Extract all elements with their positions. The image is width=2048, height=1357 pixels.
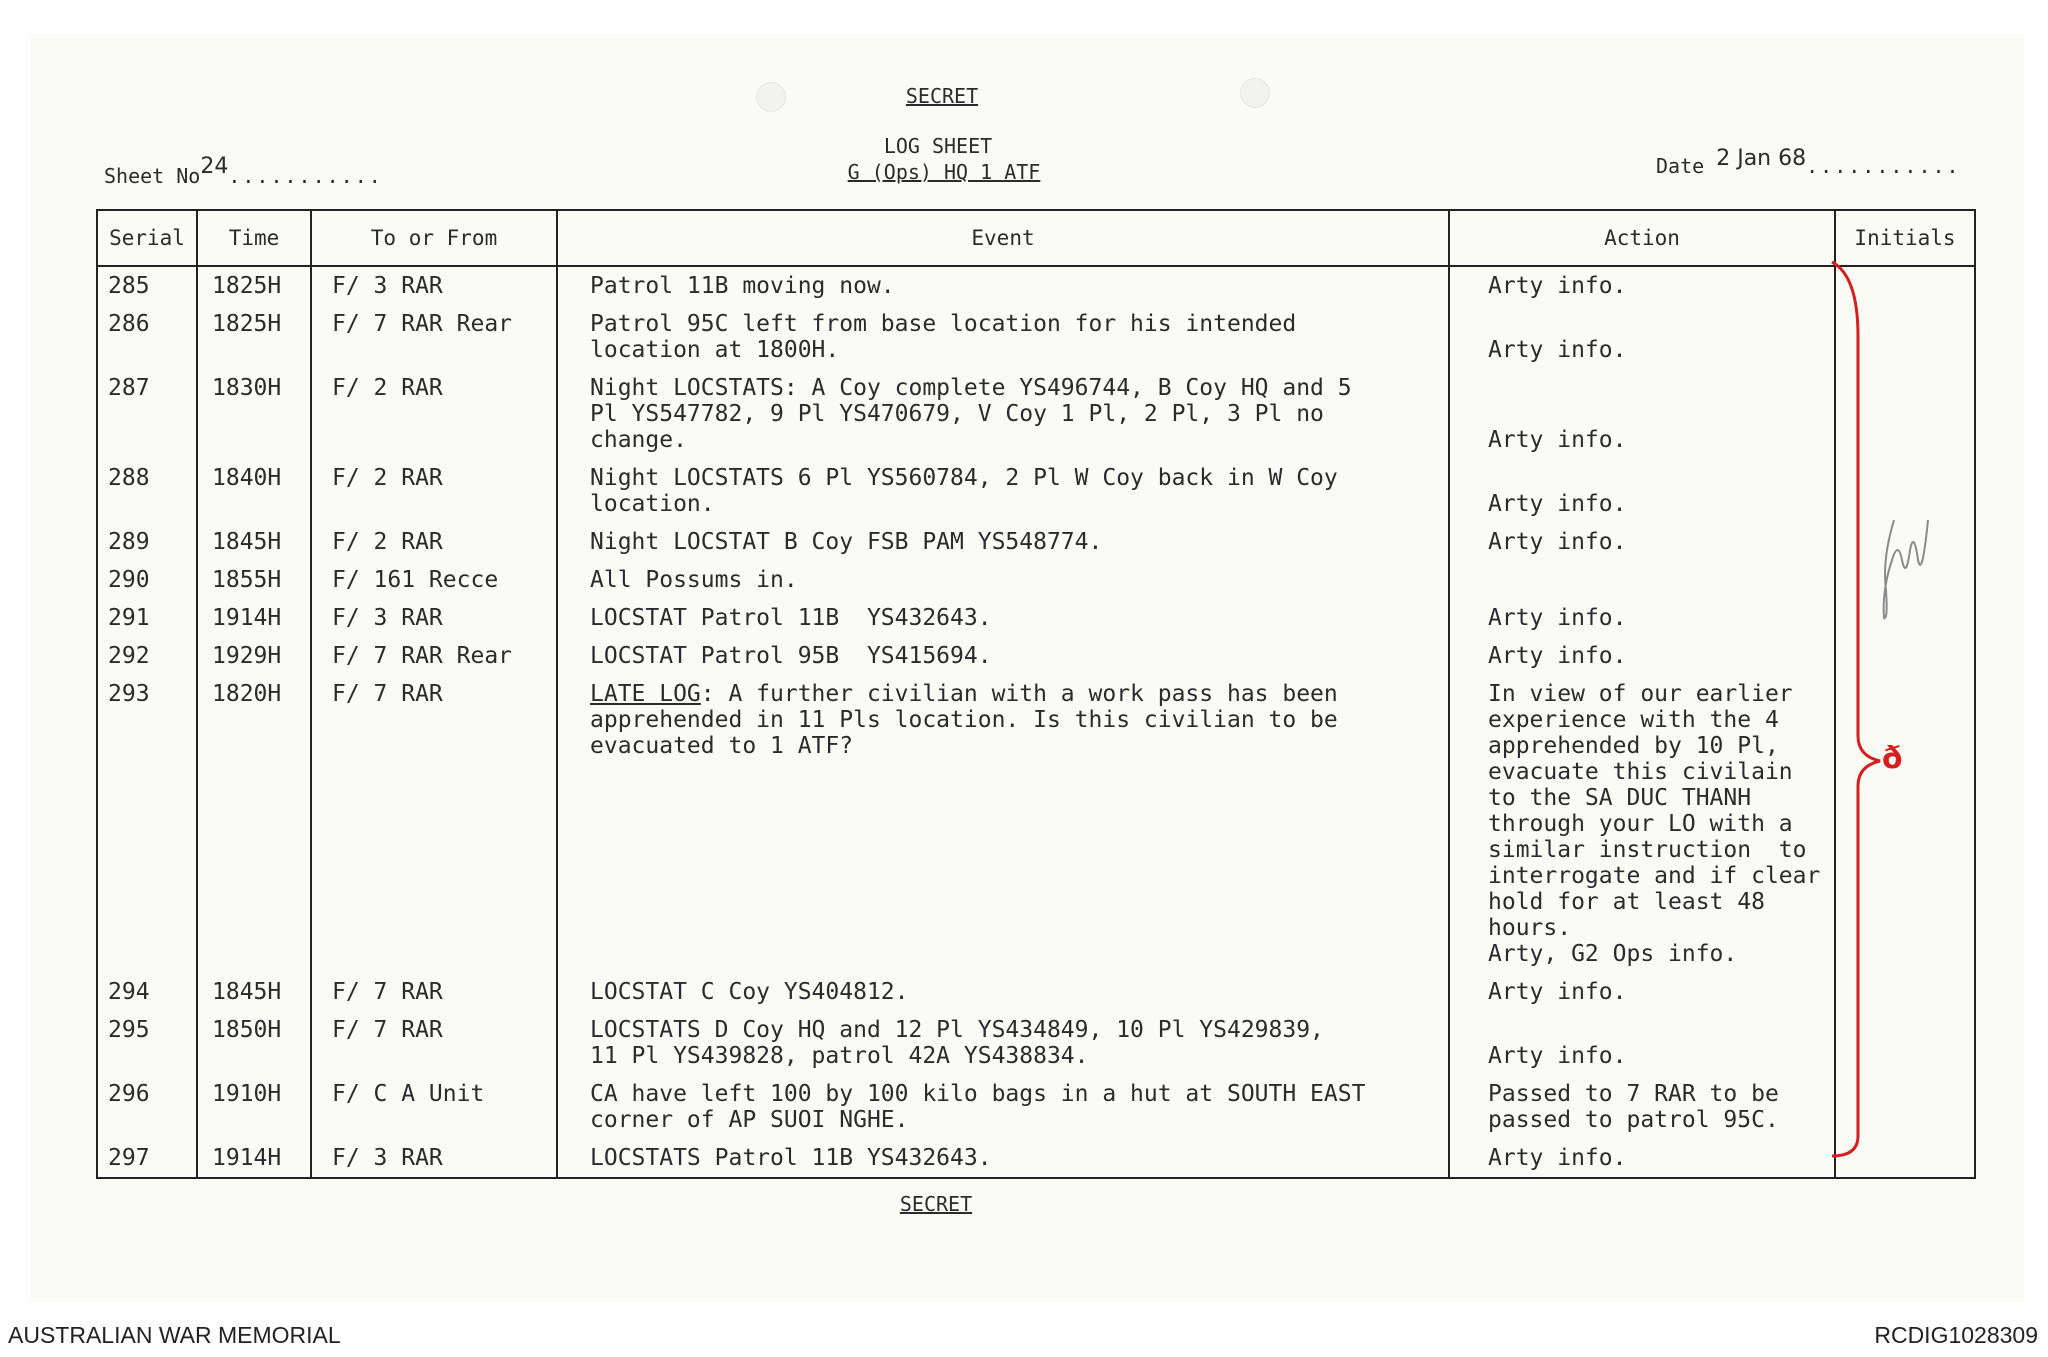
table-row — [97, 523, 1975, 561]
log-table — [96, 209, 1976, 1179]
serial-cell: 286 — [97, 305, 197, 369]
date-value: 2 Jan 68 — [1716, 146, 1807, 171]
column-header-action: Action — [1449, 210, 1835, 266]
to-from-cell: F/ 2 RAR — [311, 369, 557, 459]
red-brace-stroke — [1832, 262, 1880, 1156]
time-cell: 1830H — [197, 369, 311, 459]
red-initial-mark: ð — [1882, 741, 1903, 776]
action-cell: Passed to 7 RAR to be passed to patrol 95C. — [1449, 1075, 1835, 1139]
classification-bottom: SECRET — [899, 1192, 973, 1216]
serial-cell: 292 — [97, 637, 197, 675]
time-cell: 1910H — [197, 1075, 311, 1139]
column-header-time: Time — [197, 210, 311, 266]
event-cell — [557, 675, 1449, 973]
table-row — [97, 369, 1975, 459]
archive-label: AUSTRALIAN WAR MEMORIAL — [8, 1322, 341, 1348]
to-from-cell: F/ 7 RAR — [311, 675, 557, 973]
serial-cell: 289 — [97, 523, 197, 561]
to-from-cell: F/ 7 RAR — [311, 973, 557, 1011]
time-cell: 1855H — [197, 561, 311, 599]
event-text: : A further civilian with a work pass has been apprehended in 11 Pls location. Is this civilian to be evacuated to 1 ATF? — [590, 681, 1338, 759]
to-from-cell: F/ 2 RAR — [311, 523, 557, 561]
punch-hole-left — [756, 82, 786, 112]
table-row — [97, 675, 1975, 973]
date-dots: ........... — [1806, 154, 1961, 178]
serial-cell: 287 — [97, 369, 197, 459]
column-header-to-from: To or From — [311, 210, 557, 266]
sheet-number-value: 24 — [200, 154, 229, 179]
event-cell: Patrol 11B moving now. — [557, 266, 1449, 305]
serial-cell: 291 — [97, 599, 197, 637]
action-cell — [1449, 561, 1835, 599]
punch-hole-right — [1240, 78, 1270, 108]
action-cell: Arty info. — [1449, 305, 1835, 369]
time-cell: 1914H — [197, 1139, 311, 1178]
serial-cell: 285 — [97, 266, 197, 305]
time-cell: 1845H — [197, 973, 311, 1011]
to-from-cell: F/ 3 RAR — [311, 1139, 557, 1178]
to-from-cell: F/ 7 RAR Rear — [311, 305, 557, 369]
event-cell: LOCSTAT Patrol 95B YS415694. — [557, 637, 1449, 675]
event-cell: Night LOCSTATS 6 Pl YS560784, 2 Pl W Coy back in W Coy location. — [557, 459, 1449, 523]
time-cell: 1825H — [197, 266, 311, 305]
action-cell: Arty info. — [1449, 637, 1835, 675]
time-cell: 1820H — [197, 675, 311, 973]
action-cell: Arty info. — [1449, 369, 1835, 459]
table-header-row — [97, 210, 1975, 266]
pencil-initials-stroke — [1884, 520, 1928, 618]
table-row — [97, 459, 1975, 523]
table-row — [97, 973, 1975, 1011]
time-cell: 1914H — [197, 599, 311, 637]
classification-top: SECRET — [905, 84, 979, 108]
event-cell: LOCSTAT C Coy YS404812. — [557, 973, 1449, 1011]
table-row — [97, 1011, 1975, 1075]
to-from-cell: F/ 161 Recce — [311, 561, 557, 599]
action-cell: In view of our earlier experience with the 4 apprehended by 10 Pl, evacuate this civilain to the SA DUC THANH through your LO with a similar instruction to interrogate and if clear hold for at least 48 hours. Arty, G2 Ops info. — [1449, 675, 1835, 973]
sheet-number-dots: ........... — [228, 164, 383, 188]
serial-cell: 297 — [97, 1139, 197, 1178]
column-header-initials: Initials — [1835, 210, 1975, 266]
action-cell: Arty info. — [1449, 459, 1835, 523]
sheet-number-label: Sheet No — [104, 164, 201, 188]
action-cell: Arty info. — [1449, 266, 1835, 305]
to-from-cell: F/ 3 RAR — [311, 266, 557, 305]
serial-cell: 294 — [97, 973, 197, 1011]
serial-cell: 288 — [97, 459, 197, 523]
log-sheet-title: LOG SHEET — [883, 134, 993, 158]
table-row — [97, 305, 1975, 369]
table-row — [97, 599, 1975, 637]
to-from-cell: F/ 2 RAR — [311, 459, 557, 523]
pencil-initials — [1872, 500, 1942, 630]
event-cell: LOCSTATS Patrol 11B YS432643. — [557, 1139, 1449, 1178]
action-cell: Arty info. — [1449, 523, 1835, 561]
date-label: Date — [1656, 154, 1705, 178]
action-cell: Arty info. — [1449, 1011, 1835, 1075]
serial-cell: 293 — [97, 675, 197, 973]
event-cell: Night LOCSTAT B Coy FSB PAM YS548774. — [557, 523, 1449, 561]
event-cell: Patrol 95C left from base location for his intended location at 1800H. — [557, 305, 1449, 369]
serial-cell: 290 — [97, 561, 197, 599]
table-row — [97, 561, 1975, 599]
time-cell: 1825H — [197, 305, 311, 369]
late-log-label: LATE LOG — [590, 681, 701, 707]
action-cell: Arty info. — [1449, 1139, 1835, 1178]
event-cell: LOCSTAT Patrol 11B YS432643. — [557, 599, 1449, 637]
table-row — [97, 1139, 1975, 1178]
column-header-serial: Serial — [97, 210, 197, 266]
event-cell: Night LOCSTATS: A Coy complete YS496744, B Coy HQ and 5 Pl YS547782, 9 Pl YS470679, V Coy 1 Pl, 2 Pl, 3 Pl no change. — [557, 369, 1449, 459]
event-cell: LOCSTATS D Coy HQ and 12 Pl YS434849, 10 Pl YS429839, 11 Pl YS439828, patrol 42A YS438834. — [557, 1011, 1449, 1075]
table-row — [97, 637, 1975, 675]
sheet-number-field — [104, 154, 383, 189]
serial-cell: 295 — [97, 1011, 197, 1075]
table-row — [97, 266, 1975, 305]
to-from-cell: F/ 3 RAR — [311, 599, 557, 637]
action-cell: Arty info. — [1449, 973, 1835, 1011]
event-cell: All Possums in. — [557, 561, 1449, 599]
red-brace-annotation — [1830, 256, 1903, 1156]
time-cell: 1850H — [197, 1011, 311, 1075]
event-cell: CA have left 100 by 100 kilo bags in a hut at SOUTH EAST corner of AP SUOI NGHE. — [557, 1075, 1449, 1139]
to-from-cell: F/ 7 RAR Rear — [311, 637, 557, 675]
time-cell: 1929H — [197, 637, 311, 675]
to-from-cell: F/ 7 RAR — [311, 1011, 557, 1075]
to-from-cell: F/ C A Unit — [311, 1075, 557, 1139]
table-row — [97, 1075, 1975, 1139]
time-cell: 1845H — [197, 523, 311, 561]
time-cell: 1840H — [197, 459, 311, 523]
unit-title: G (Ops) HQ 1 ATF — [847, 160, 1041, 184]
record-id: RCDIG1028309 — [1874, 1322, 2038, 1348]
column-header-event: Event — [557, 210, 1449, 266]
serial-cell: 296 — [97, 1075, 197, 1139]
action-cell: Arty info. — [1449, 599, 1835, 637]
date-field — [1656, 146, 1961, 179]
